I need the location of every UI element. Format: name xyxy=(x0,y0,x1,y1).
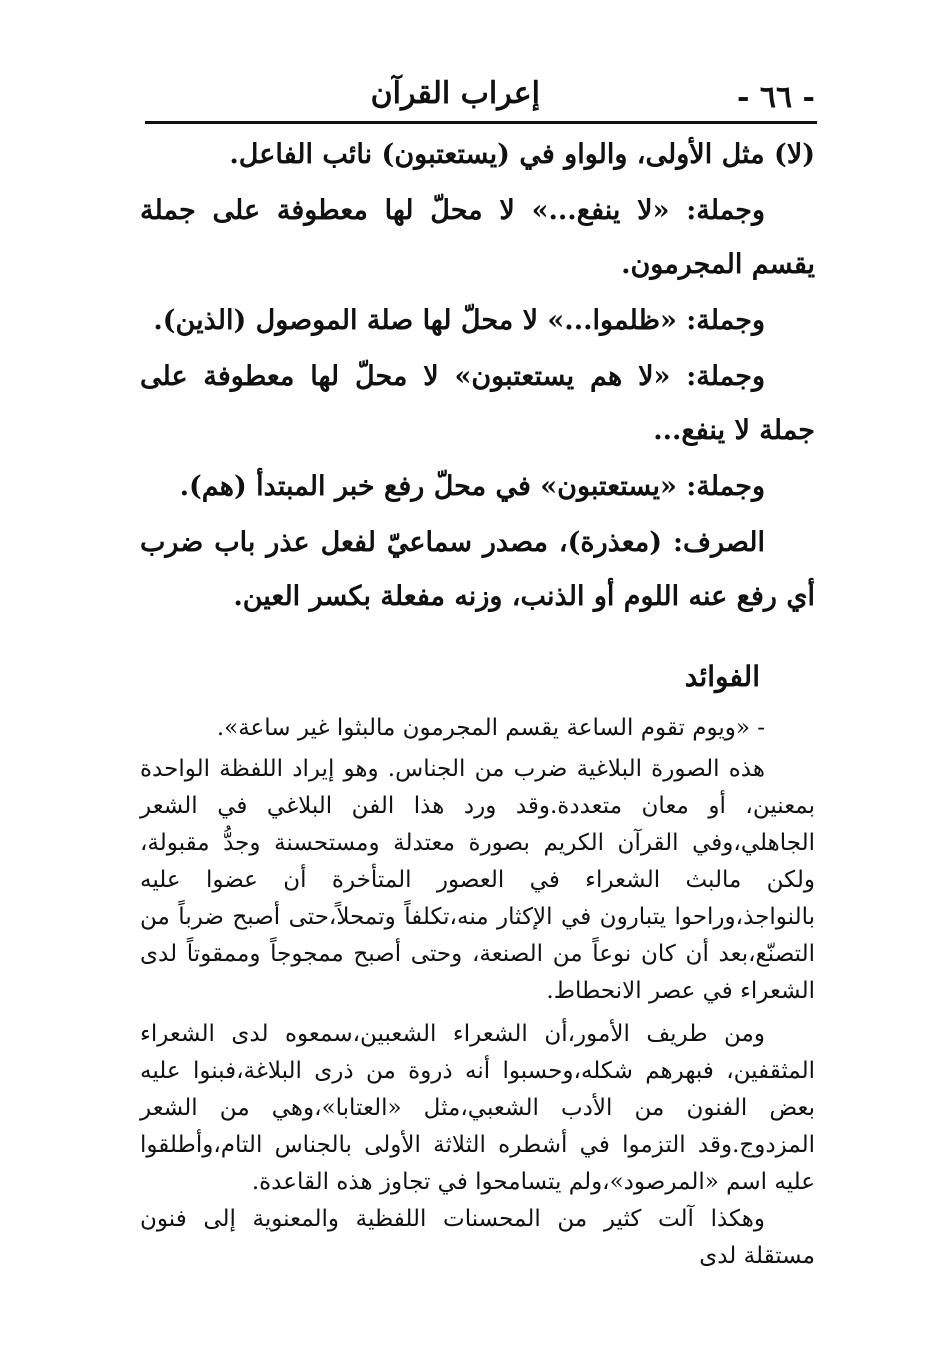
paragraph-4 xyxy=(140,350,815,458)
paragraph-5-text: «يستعتبون» في محلّ رفع خبر المبتدأ (هم). xyxy=(179,471,677,502)
paragraph-2-label: وجملة: xyxy=(686,195,765,226)
paragraph-6-label: الصرف: xyxy=(673,527,765,558)
benefits-paragraph-1: هذه الصورة البلاغية ضرب من الجناس. وهو إيراد اللفظة الواحدة بمعنين، أو معان متعددة.وقد ورد هذا الفن البلاغي في الشعر الجاهلي،وفي القرآن الكريم بصورة معتدلة ومستحسنة وجدُّ مقبولة، ولكن مالبث الشعراء في العصور المتأخرة أن عضوا عليه بالنواجذ،وراحوا يتبارون في الإكثار منه،تكلفاً وتمحلاً،حتى أصبح ضرباً من التصنّع،بعد أن كان نوعاً من الصنعة، وحتى أصبح ممجوجاً وممقوتاً لدى الشعراء في عصر الانحطاط. xyxy=(140,756,815,1004)
paragraph-3-text: «ظلموا...» لا محلّ لها صلة الموصول (الذين). xyxy=(153,305,677,336)
section-title-benefits: الفوائد xyxy=(684,660,760,693)
paragraph-4-text: «لا هم يستعتبون» لا محلّ لها معطوفة على جملة لا ينفع... xyxy=(140,361,815,446)
paragraph-5 xyxy=(140,460,815,514)
benefits-paragraph-2: ومن طريف الأمور،أن الشعراء الشعبين،سمعوه لدى الشعراء المثقفين، فبهرهم شكله،وحسبوا أنه ذروة من ذرى البلاغة،فبنوا عليه بعض الفنون من الأدب الشعبي،مثل «العتابا»،وهي من الشعر المزدوج.وقد التزموا في أشطره الثلاثة الأولى بالجناس التام،وأطلقوا عليه اسم «المرصود»،ولم يتسامحوا في تجاوز هذه القاعدة. xyxy=(140,1021,815,1195)
benefits-paragraph-3: وهكذا آلت كثير من المحسنات اللفظية والمعنوية إلى فنون مستقلة لدى xyxy=(140,1206,815,1269)
paragraph-3 xyxy=(140,294,815,348)
running-title: إعراب القرآن xyxy=(370,76,540,111)
paragraph-4-label: وجملة: xyxy=(686,361,766,392)
paragraph-1: (لا) مثل الأولى، والواو في (يستعتبون) نائب الفاعل. xyxy=(229,139,815,170)
page-content xyxy=(140,128,815,1275)
paragraph-5-label: وجملة: xyxy=(686,471,765,502)
paragraph-2 xyxy=(140,184,815,292)
page-header xyxy=(145,72,815,120)
paragraph-3-label: وجملة: xyxy=(686,305,765,336)
quote-line: - «ويوم تقوم الساعة يقسم المجرمون مالبثوا غير ساعة». xyxy=(216,715,765,741)
header-rule xyxy=(145,121,817,124)
paragraph-2-text: «لا ينفع...» لا محلّ لها معطوفة على جملة يقسم المجرمون. xyxy=(140,195,815,280)
paragraph-6 xyxy=(140,516,815,624)
page-number: - ٦٦ - xyxy=(736,80,815,115)
paragraph-6-text: (معذرة)، مصدر سماعيّ لفعل عذر باب ضرب أي رفع عنه اللوم أو الذنب، وزنه مفعلة بكسر العين. xyxy=(140,527,815,612)
